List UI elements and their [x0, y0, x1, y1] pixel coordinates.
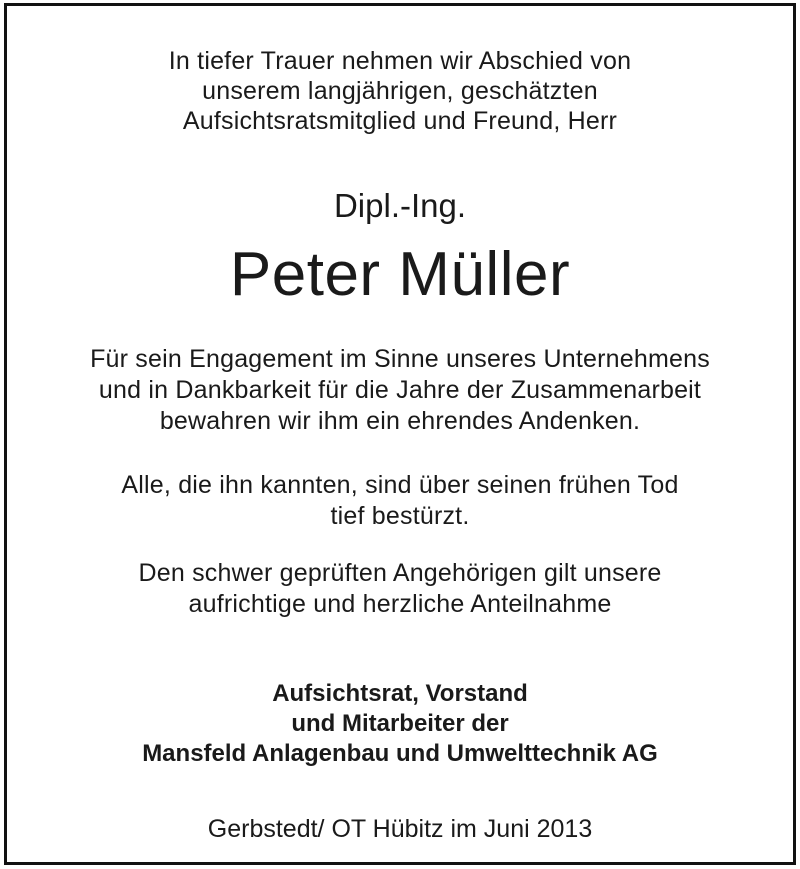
paragraph-line: aufrichtige und herzliche Anteilnahme — [188, 590, 612, 618]
signature-block — [7, 679, 793, 769]
signature-line: und Mitarbeiter der — [291, 710, 509, 737]
academic-title: Dipl.-Ing. — [333, 187, 467, 224]
intro-text — [7, 46, 793, 136]
paragraph-line: bewahren wir ihm ein ehrendes Andenken. — [159, 407, 641, 435]
paragraph-condolence — [7, 470, 793, 532]
paragraph-line: Alle, die ihn kannten, sind über seinen frühen Tod — [121, 471, 679, 499]
deceased-name: Peter Müller — [229, 240, 571, 309]
paragraph-line: und in Dankbarkeit für die Jahre der Zusammenarbeit — [98, 376, 702, 404]
place-date: Gerbstedt/ OT Hübitz im Juni 2013 — [207, 815, 593, 843]
signature-line: Mansfeld Anlagenbau und Umwelttechnik AG — [142, 740, 658, 767]
intro-line: unserem langjährigen, geschätzten — [202, 77, 598, 105]
signature-line: Aufsichtsrat, Vorstand — [272, 680, 528, 707]
obituary-frame — [4, 3, 796, 865]
intro-line: In tiefer Trauer nehmen wir Abschied von — [168, 47, 632, 75]
paragraph-line: Für sein Engagement im Sinne unseres Unternehmens — [90, 345, 710, 373]
paragraph-line: Den schwer geprüften Angehörigen gilt unsere — [138, 559, 662, 587]
paragraph-line: tief bestürzt. — [330, 502, 470, 530]
paragraph-sympathy — [7, 558, 793, 620]
paragraph-engagement — [7, 344, 793, 437]
intro-line: Aufsichtsratsmitglied und Freund, Herr — [182, 107, 618, 135]
